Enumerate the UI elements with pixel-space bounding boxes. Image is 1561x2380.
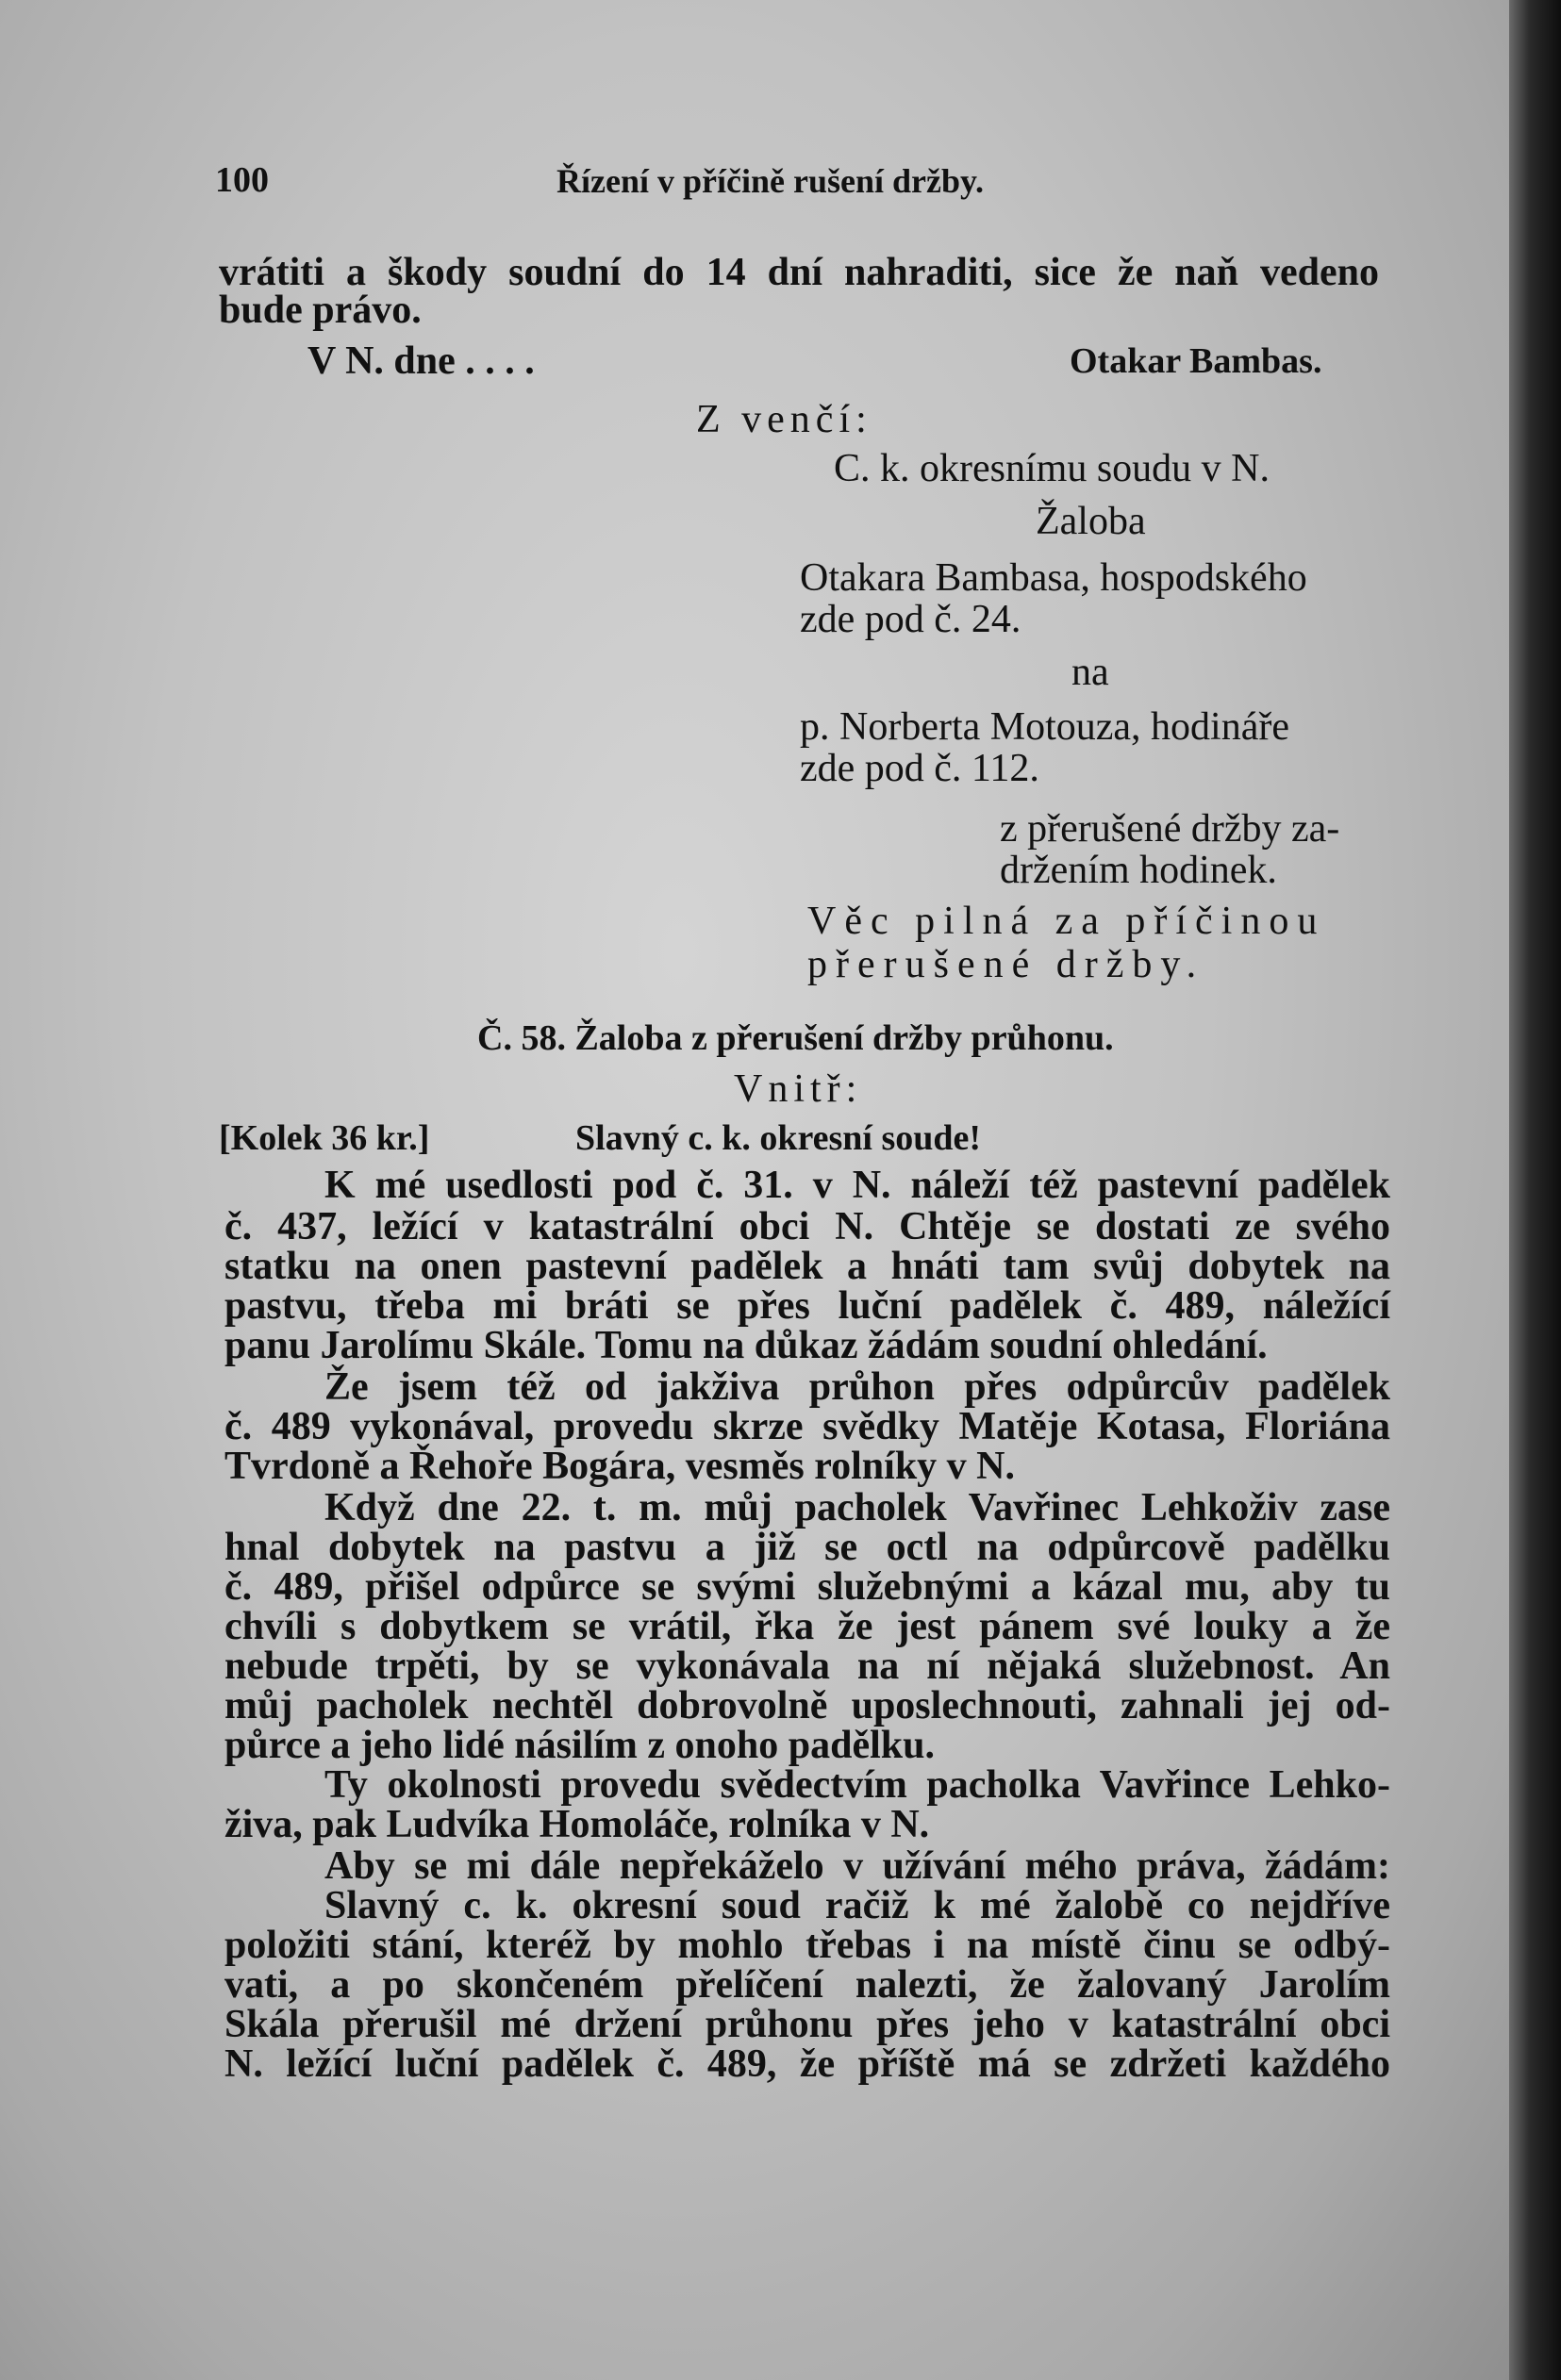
body-line: statku na onen pastevní padělek a hnáti tam svůj dobytek na: [224, 1245, 1390, 1288]
body-line: půrce a jeho lidé násilím z onoho padělku.: [224, 1724, 936, 1767]
book-gutter: [1509, 0, 1561, 2380]
body-line: č. 437, ležící v katastrální obci N. Chtěje se dostati ze svého: [224, 1205, 1390, 1248]
document-type: Žaloba: [1036, 500, 1146, 543]
signature-place-date: V N. dne . . . .: [307, 339, 535, 383]
body-line: Ty okolnosti provedu svědectvím pacholka Vavřince Lehko-: [324, 1763, 1390, 1807]
body-line: panu Jarolímu Skále. Tomu na důkaz žádám soudní ohledání.: [224, 1324, 1268, 1367]
body-line: Tvrdoně a Řehoře Bogára, vesměs rolníky v N.: [224, 1445, 1016, 1488]
running-title: Řízení v příčině rušení držby.: [556, 162, 984, 200]
court-address: C. k. okresnímu soudu v N.: [834, 447, 1270, 490]
page-number: 100: [215, 160, 269, 200]
inside-label: Vnitř:: [734, 1067, 863, 1111]
body-line: pastvu, třeba mi bráti se přes luční padělek č. 489, náležící: [224, 1284, 1390, 1328]
against-word: na: [1071, 651, 1109, 694]
signature-name: Otakar Bambas.: [1070, 341, 1322, 381]
body-line: Aby se mi dále nepřekáželo v užívání mého práva, žádám:: [324, 1844, 1390, 1888]
outside-label: Z venčí:: [696, 398, 872, 441]
body-line: Že jsem též od jakživa průhon přes odpůrcův padělek: [324, 1365, 1390, 1409]
opening-line: bude právo.: [219, 289, 422, 332]
subject-line: držením hodinek.: [1000, 849, 1277, 892]
opening-line: vrátiti a škody soudní do 14 dní nahraditi, sice že naň vedeno: [219, 251, 1379, 294]
section-title: Č. 58. Žaloba z přerušení držby průhonu.: [477, 1018, 1114, 1058]
body-line: živa, pak Ludvíka Homoláče, rolníka v N.: [224, 1803, 930, 1846]
urgency-line: přerušené držby.: [807, 943, 1205, 986]
salutation: Slavný c. k. okresní soude!: [575, 1118, 982, 1158]
body-line: můj pacholek nechtěl dobrovolně uposlechnouti, zahnali jej od-: [224, 1684, 1390, 1727]
stamp-note: [Kolek 36 kr.]: [219, 1118, 430, 1158]
body-line: Slavný c. k. okresní soud račiž k mé žalobě co nejdříve: [324, 1884, 1390, 1927]
body-line: Když dne 22. t. m. můj pacholek Vavřinec Lehkoživ zase: [324, 1486, 1390, 1529]
body-line: nebude trpěti, by se vykonávala na ní nějaká služebnost. An: [224, 1645, 1390, 1688]
body-line: č. 489 vykonával, provedu skrze svědky Matěje Kotasa, Floriána: [224, 1405, 1390, 1448]
body-line: N. ležící luční padělek č. 489, že příště má se zdržeti každého: [224, 2042, 1390, 2086]
urgency-line: Věc pilná za příčinou: [807, 900, 1326, 943]
body-line: Skála přerušil mé držení průhonu přes jeho v katastrální obci: [224, 2003, 1390, 2046]
body-line: položiti stání, kteréž by mohlo třebas i na místě činu se odbý-: [224, 1924, 1390, 1967]
defendant-line: zde pod č. 112.: [800, 747, 1039, 790]
body-line: K mé usedlosti pod č. 31. v N. náleží též pastevní padělek: [324, 1164, 1390, 1207]
body-line: vati, a po skončeném přelíčení nalezti, že žalovaný Jarolím: [224, 1963, 1390, 2007]
plaintiff-line: Otakara Bambasa, hospodského: [800, 556, 1307, 600]
body-line: chvíli s dobytkem se vrátil, řka že jest pánem své louky a že: [224, 1605, 1390, 1648]
body-line: hnal dobytek na pastvu a již se octl na odpůrcově padělku: [224, 1526, 1390, 1569]
defendant-line: p. Norberta Motouza, hodináře: [800, 705, 1289, 749]
subject-line: z přerušené držby za-: [1000, 807, 1340, 851]
plaintiff-line: zde pod č. 24.: [800, 598, 1021, 641]
body-line: č. 489, přišel odpůrce se svými služebnými a kázal mu, aby tu: [224, 1565, 1390, 1609]
